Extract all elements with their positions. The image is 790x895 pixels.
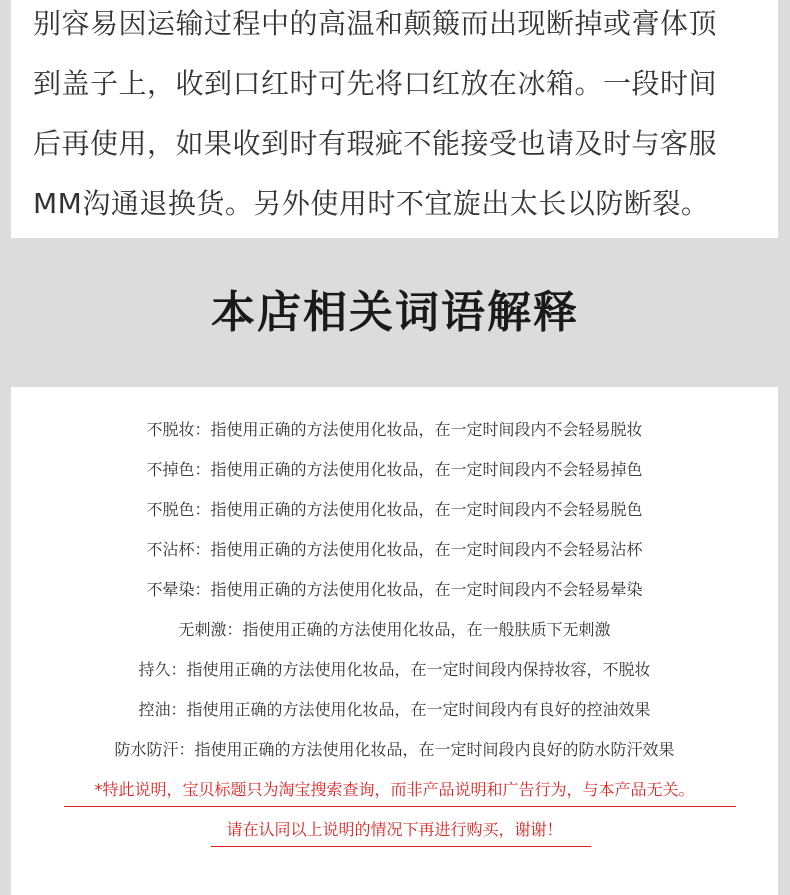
term-item: 不晕染：指使用正确的方法使用化妆品，在一定时间段内不会轻易晕染 bbox=[146, 580, 643, 599]
section-title: 本店相关词语解释 bbox=[211, 287, 579, 338]
intro-line: 后再使用，如果收到时有瑕疵不能接受也请及时与客服 bbox=[33, 127, 718, 160]
intro-card bbox=[11, 0, 778, 238]
terms-card bbox=[11, 387, 778, 895]
intro-line: MM沟通退换货。另外使用时不宜旋出太长以防断裂。 bbox=[33, 187, 710, 220]
term-item: 控油：指使用正确的方法使用化妆品，在一定时间段内有良好的控油效果 bbox=[138, 700, 651, 719]
term-item: 不脱色：指使用正确的方法使用化妆品，在一定时间段内不会轻易脱色 bbox=[146, 500, 643, 519]
term-item: 持久：指使用正确的方法使用化妆品，在一定时间段内保持妆容，不脱妆 bbox=[138, 660, 651, 679]
term-item: 不沾杯：指使用正确的方法使用化妆品，在一定时间段内不会轻易沾杯 bbox=[146, 540, 643, 559]
term-item: 防水防汗：指使用正确的方法使用化妆品，在一定时间段内良好的防水防汗效果 bbox=[114, 740, 675, 759]
term-item: 不掉色：指使用正确的方法使用化妆品，在一定时间段内不会轻易掉色 bbox=[146, 460, 643, 479]
disclaimer-underline bbox=[64, 806, 736, 807]
term-item: 不脱妆：指使用正确的方法使用化妆品，在一定时间段内不会轻易脱妆 bbox=[146, 420, 643, 439]
disclaimer-notice: *特此说明，宝贝标题只为淘宝搜索查询，而非产品说明和广告行为，与本产品无关。 bbox=[94, 780, 695, 799]
intro-line: 到盖子上，收到口红时可先将口红放在冰箱。一段时间 bbox=[33, 67, 718, 100]
intro-line: 别容易因运输过程中的高温和颠簸而出现断掉或膏体顶 bbox=[33, 7, 718, 40]
term-item: 无刺激：指使用正确的方法使用化妆品，在一般肤质下无刺激 bbox=[178, 620, 611, 639]
purchase-underline bbox=[211, 846, 591, 847]
purchase-notice: 请在认同以上说明的情况下再进行购买，谢谢！ bbox=[226, 820, 563, 839]
